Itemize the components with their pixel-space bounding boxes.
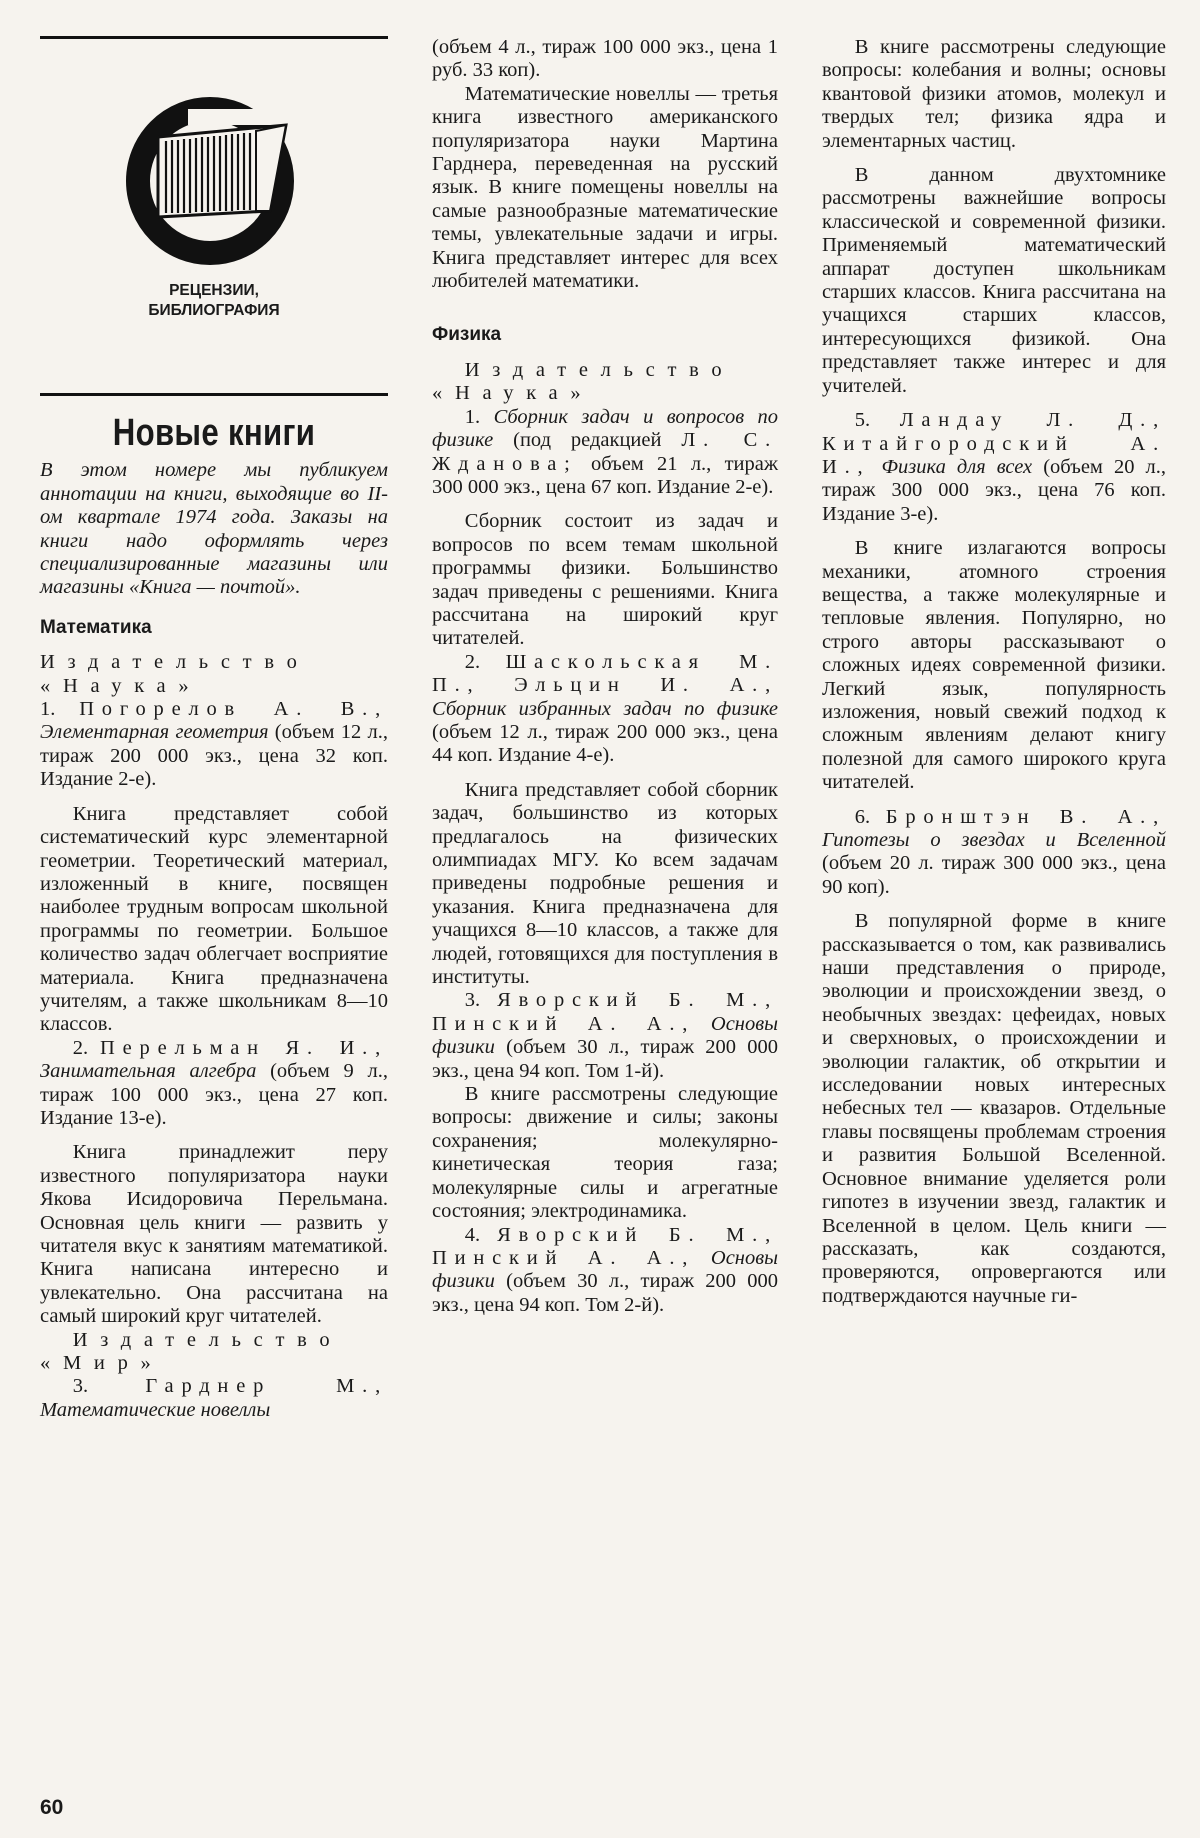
book-entry: 2. Перельман Я. И., Занимательная алгебра (объем 9 л., тираж 100 000 экз., цена 27 коп. Издание 13-е). [40, 1036, 389, 1129]
section-label: РЕЦЕНЗИИ, БИБЛИОГРАФИЯ [148, 282, 280, 319]
book-description: В книге рассмотрены следующие вопросы: движение и силы; законы сохранения; молекулярно-кинетическая теория газа; молекулярные силы и агрегатные состояния; электродинамика. [432, 1083, 778, 1223]
publisher-nauka: Издательство «Наука» [40, 651, 310, 697]
book-author: Погорелов А. В., [79, 698, 389, 721]
review-emblem-icon [118, 89, 318, 269]
book-author: Гарднер М., [145, 1375, 389, 1398]
column-1 [40, 36, 388, 1422]
book-description: Книга представляет собой систематический курс элементарной геометрии. Теоретический материал, изложенный в книге, посвящен наиболее трудным вопросам школьной программы по геометрии. Большое количество задач облегчает восприятие материала. Книга предназначена учителям, а также школьникам 8—10 классов. [40, 802, 388, 1036]
publisher-nauka: Издательство «Наука» [432, 358, 735, 405]
column-3 [822, 36, 1166, 1308]
section-heading-physics: Физика [432, 324, 502, 346]
book-author: Перельман Я. И., [100, 1036, 389, 1059]
book-author: Шаскольская М. П., Эльцин И. А., [432, 650, 778, 697]
book-title: Физика для всех [881, 455, 1033, 478]
book-description: Книга представляет собой сборник задач, большинство из которых предлагалось на физических олимпиадах МГУ. Ко всем задачам приведены подробные решения и указания. Книга предназначена для учащихся 8—10 классов, а также для людей, готовящихся для поступления в институты. [432, 778, 778, 989]
book-info: (объем 30 л., тираж 200 000 экз., цена 94 коп. Том 1-й). [432, 1036, 778, 1082]
page-title: Новые книги [112, 412, 316, 454]
book-title: Занимательная алгебра [40, 1060, 257, 1083]
book-info: (объем 20 л., тираж 300 000 экз., цена 76 коп. Издание 3-е). [822, 455, 1166, 525]
intro-text: В этом номере мы публикуем аннотации на книги, выходящие во II-ом квартале 1974 года. Заказы на книги надо оформлять через специализированные магазины или магазины «Книга — почтой». [40, 459, 388, 599]
book-title: Гипотезы о звездах и Вселенной [822, 829, 1166, 851]
book-author: Ландау Л. Д., Китайгородский А. И., [822, 409, 1166, 478]
book-description: В книге рассмотрены следующие вопросы: колебания и волны; основы квантовой физики атомов, молекул и твердых тел; физика ядра и элементарных частиц. [822, 36, 1166, 152]
book-info: (объем 12 л., тираж 200 000 экз., цена 32 коп. Издание 2-е). [40, 721, 388, 791]
book-author: Яворский Б. М., Пинский А. А., [432, 989, 779, 1035]
publisher-mir: Издательство «Мир» [40, 1328, 343, 1375]
book-info: (объем 9 л., тираж 100 000 экз., цена 27 коп. Издание 13-е). [40, 1060, 388, 1129]
column-2 [432, 36, 778, 1317]
book-entry: 6. Бронштэн В. А., Гипотезы о звездах и Вселенной (объем 20 л. тираж 300 000 экз., цена 90 коп). [822, 805, 1166, 898]
book-info: (объем 4 л., тираж 100 000 экз., цена 1 руб. 33 коп). [432, 36, 778, 82]
section-emblem [40, 39, 388, 393]
book-entry: 2. Шаскольская М. П., Эльцин И. А., Сборник избранных задач по физике (объем 12 л., тираж 200 000 экз., цена 44 коп. Издание 4-е). [432, 650, 778, 767]
book-entry: 3. Яворский Б. М., Пинский А. А., Основы физики (объем 30 л., тираж 200 000 экз., цена 94 коп. Том 1-й). [432, 989, 779, 1082]
book-title: Элементарная геометрия [40, 721, 269, 744]
book-info: (объем 30 л., тираж 200 000 экз., цена 94 коп. Том 2-й). [432, 1270, 778, 1316]
book-entry: 5. Ландау Л. Д., Китайгородский А. И., Физика для всех (объем 20 л., тираж 300 000 экз., цена 76 коп. Издание 3-е). [822, 409, 1166, 525]
book-info: (объем 12 л., тираж 200 000 экз., цена 44 коп. Издание 4-е). [432, 720, 778, 767]
book-title: Математические новеллы [40, 1398, 271, 1421]
book-description: Сборник состоит из задач и вопросов по всем темам школьной программы физики. Большинство задач приведены с решениями. Книга рассчитана на широкий круг читателей. [432, 510, 778, 650]
book-entry: 1. Погорелов А. В., Элементарная геометрия (объем 12 л., тираж 200 000 экз., цена 32 коп. Издание 2-е). [40, 698, 389, 791]
book-author: Яворский Б. М., Пинский А. А., [432, 1223, 779, 1269]
book-description: Книга принадлежит перу известного популяризатора науки Якова Исидоровича Перельмана. Основная цель книги — развить у читателя вкус к занятиям математикой. Книга написана интересно и увлекательно. Она рассчитана на самый широкий круг читателей. [40, 1141, 388, 1328]
book-description: Математические новеллы — третья книга известного американского популяризатора науки Мартина Гарднера, переведенная на русский язык. В книге помещены новеллы на самые разнообразные математические темы, увлекательные задачи и игры. Книга представляет интерес для всех любителей математики. [432, 82, 778, 293]
page-number: 60 [40, 1796, 64, 1819]
book-info: объем 21 л., тираж 300 000 экз., цена 67 коп. Издание 2-е). [432, 452, 779, 498]
book-title: Сборник избранных задач по физике [432, 697, 778, 720]
bottom-rule [40, 393, 388, 396]
book-editor: Л. С. Жданова; [432, 429, 779, 475]
book-entry: 1. Сборник задач и вопросов по физике (под редакцией Л. С. Жданова; объем 21 л., тираж 300 000 экз., цена 67 коп. Издание 2-е). [432, 405, 779, 498]
book-description: В популярной форме в книге рассказывается о том, как развивались наши представления о природе, эволюции и происхождении звезд, о необычных звездах: цефеидах, новых и сверхновых, о происхождении и эволюции галактик, об открытии и исследовании новых интересных небесных тел — квазаров. Отдельные главы посвящены проблемам строения и развития Большой Вселенной. Основное внимание уделяется роли гипотез в изучении звезд, галактик и Вселенной в целом. Цель книги — рассказать, как создаются, проверяются, опровергаются или подтверждаются научные ги- [822, 910, 1166, 1307]
book-title: Сборник задач и вопросов по физике [432, 405, 779, 452]
book-entry: 4. Яворский Б. М., Пинский А. А., Основы физики (объем 30 л., тираж 200 000 экз., цена 94 коп. Том 2-й). [432, 1223, 779, 1316]
section-heading-math: Математика [40, 616, 152, 638]
book-info: (объем 20 л. тираж 300 000 экз., цена 90 коп). [822, 852, 1166, 898]
book-entry: 3. Гарднер М., Математические новеллы [40, 1375, 389, 1421]
book-description: В данном двухтомнике рассмотрены важнейшие вопросы классической и современной физики. Применяемый математический аппарат доступен школьникам старших классов. Книга рассчитана на учащихся старших классов, интересующихся физикой. Она представляет также интерес и для учителей. [822, 164, 1166, 397]
book-title: Основы физики [432, 1246, 778, 1293]
book-author: Бронштэн В. А., [885, 805, 1166, 828]
book-description: В книге излагаются вопросы механики, атомного строения вещества, а также молекулярные и тепловые явления. Популярно, но строго авторы рассказывают о сложных идеях современной физики. Легкий язык, популярность изложения, новый свежий подход к сложным явлениям делают книгу полезной для самого широкого круга читателей. [822, 537, 1166, 794]
book-title: Основы физики [432, 1012, 778, 1059]
